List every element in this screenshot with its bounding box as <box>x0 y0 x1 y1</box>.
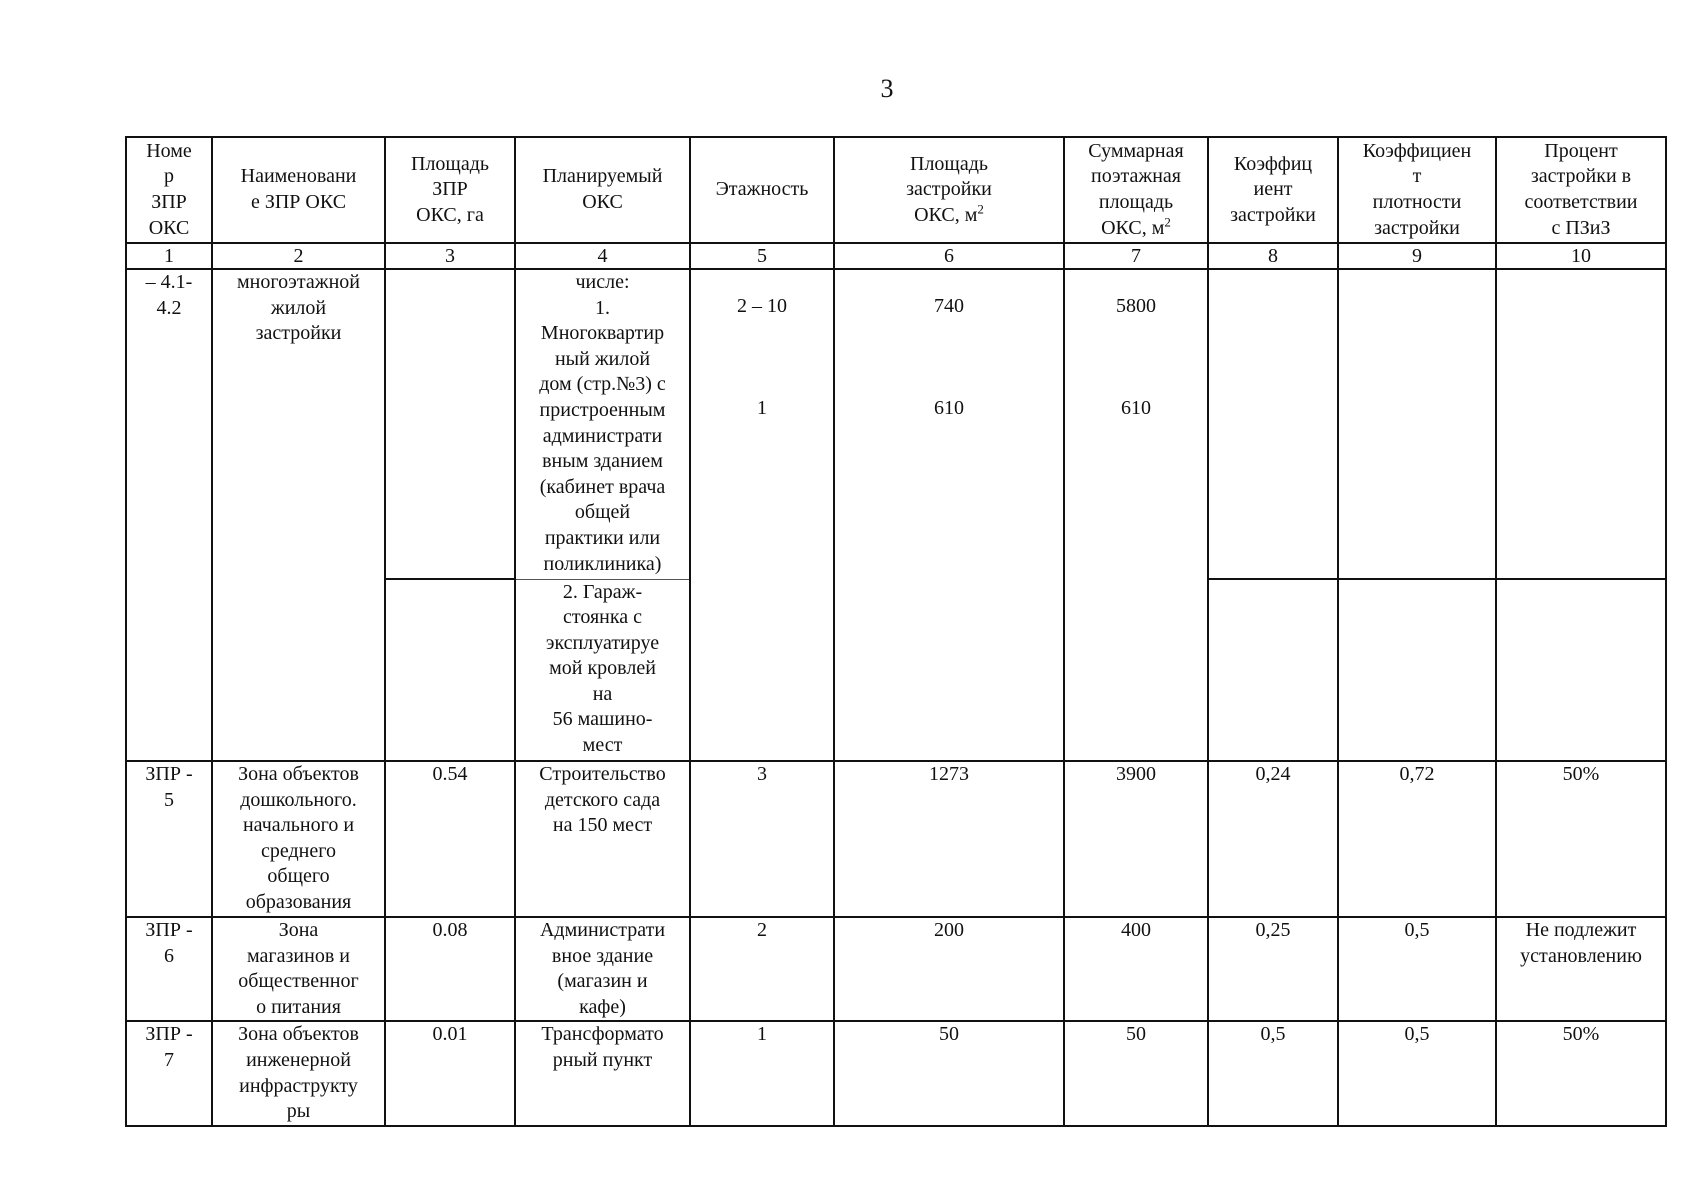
table-row-zpr4-part1 <box>126 269 1666 579</box>
cell-percent: 50% <box>1496 761 1666 917</box>
cell-coef-building: 0,25 <box>1208 917 1338 1021</box>
table-row-zpr5 <box>126 761 1666 917</box>
cell-total-floor-area: 50 <box>1064 1021 1208 1125</box>
cell-name: Зона объектов дошкольного. начального и среднего общего образования <box>212 761 385 917</box>
table-header-row <box>126 137 1666 243</box>
cell-coef-building <box>1208 579 1338 761</box>
cell-coef-density: 0,5 <box>1338 1021 1496 1125</box>
header-cell-percent: Процент застройки в соответствии с ПЗиЗ <box>1496 137 1666 243</box>
cell-coef-density: 0,72 <box>1338 761 1496 917</box>
column-number: 5 <box>690 243 834 269</box>
header-cell-coef-building: Коэффиц иент застройки <box>1208 137 1338 243</box>
cell-area-ha <box>385 269 515 579</box>
cell-percent: 50% <box>1496 1021 1666 1125</box>
cell-number: ЗПР - 5 <box>126 761 212 917</box>
page-number: 3 <box>880 74 894 103</box>
column-number: 10 <box>1496 243 1666 269</box>
cell-building-area: 50 <box>834 1021 1064 1125</box>
cell-planned-oks: Администрати вное здание (магазин и кафе) <box>515 917 690 1021</box>
header-cell-building-area: Площадь застройки ОКС, $м^2$ <box>834 137 1064 243</box>
cell-planned-oks: 2. Гараж- стоянка с эксплуатируе мой кровлей на 56 машино- мест <box>515 579 690 761</box>
header-cell-planned-oks: Планируемый ОКС <box>515 137 690 243</box>
cell-percent <box>1496 579 1666 761</box>
cell-floors: 3 <box>690 761 834 917</box>
cell-name: многоэтажной жилой застройки <box>212 269 385 761</box>
cell-name: Зона магазинов и общественног о питания <box>212 917 385 1021</box>
cell-total-floor-area: 5800 610 <box>1064 269 1208 761</box>
cell-area-ha: 0.54 <box>385 761 515 917</box>
cell-number: – 4.1- 4.2 <box>126 269 212 761</box>
cell-floors: 1 <box>690 1021 834 1125</box>
zpr-table <box>125 136 1667 1127</box>
cell-planned-oks: Трансформато рный пункт <box>515 1021 690 1125</box>
cell-number: ЗПР - 6 <box>126 917 212 1021</box>
header-cell-number: Номе р ЗПР ОКС <box>126 137 212 243</box>
cell-coef-building: 0,24 <box>1208 761 1338 917</box>
column-number: 8 <box>1208 243 1338 269</box>
header-cell-total-floor-area: Суммарная поэтажная площадь ОКС, $м^2$ <box>1064 137 1208 243</box>
cell-planned-oks: числе: 1. Многоквартир ный жилой дом (стр.№3) с пристроенным администрати вным зданием (кабинет врача общей практики или поликлиника) <box>515 269 690 579</box>
column-number: 4 <box>515 243 690 269</box>
cell-area-ha: 0.08 <box>385 917 515 1021</box>
cell-coef-density <box>1338 269 1496 579</box>
column-number-row <box>126 243 1666 269</box>
header-cell-coef-density: Коэффициен т плотности застройки <box>1338 137 1496 243</box>
header-cell-name: Наименовани е ЗПР ОКС <box>212 137 385 243</box>
column-number: 7 <box>1064 243 1208 269</box>
cell-area-ha <box>385 579 515 761</box>
header-cell-area-ha: Площадь ЗПР ОКС, га <box>385 137 515 243</box>
column-number: 3 <box>385 243 515 269</box>
column-number: 6 <box>834 243 1064 269</box>
column-number: 1 <box>126 243 212 269</box>
cell-coef-building: 0,5 <box>1208 1021 1338 1125</box>
column-number: 9 <box>1338 243 1496 269</box>
cell-name: Зона объектов инженерной инфраструкту ры <box>212 1021 385 1125</box>
column-number: 2 <box>212 243 385 269</box>
cell-building-area: 740 610 <box>834 269 1064 761</box>
table-row-zpr6 <box>126 917 1666 1021</box>
cell-coef-density <box>1338 579 1496 761</box>
cell-number: ЗПР - 7 <box>126 1021 212 1125</box>
cell-building-area: 1273 <box>834 761 1064 917</box>
cell-floors: 2 – 10 1 <box>690 269 834 761</box>
cell-floors: 2 <box>690 917 834 1021</box>
cell-planned-oks: Строительство детского сада на 150 мест <box>515 761 690 917</box>
cell-coef-building <box>1208 269 1338 579</box>
table-row-zpr7 <box>126 1021 1666 1125</box>
cell-total-floor-area: 3900 <box>1064 761 1208 917</box>
cell-area-ha: 0.01 <box>385 1021 515 1125</box>
cell-total-floor-area: 400 <box>1064 917 1208 1021</box>
header-cell-floors: Этажность <box>690 137 834 243</box>
cell-building-area: 200 <box>834 917 1064 1021</box>
cell-percent: Не подлежит установлению <box>1496 917 1666 1021</box>
cell-coef-density: 0,5 <box>1338 917 1496 1021</box>
cell-percent <box>1496 269 1666 579</box>
